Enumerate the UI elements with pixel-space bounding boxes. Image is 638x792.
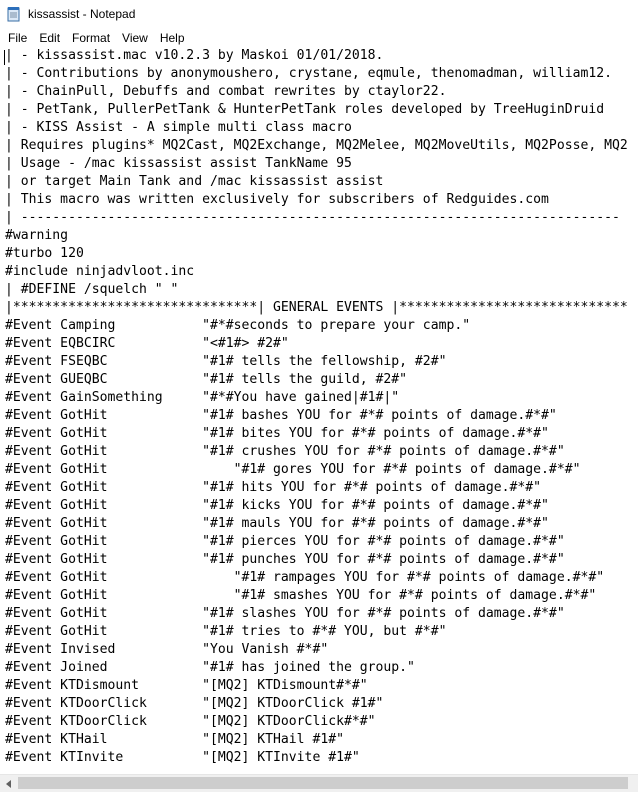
text-line: #Event GotHit "#1# bashes YOU for #*# points of damage.#*#" bbox=[5, 408, 557, 423]
text-line: #Event GotHit "#1# rampages YOU for #*# points of damage.#*#" bbox=[5, 570, 605, 585]
scroll-thumb[interactable] bbox=[18, 777, 628, 789]
text-line: | - kissassist.mac v10.2.3 by Maskoi 01/01/2018. bbox=[5, 48, 384, 63]
text-line: #warning bbox=[5, 228, 69, 243]
text-line: #include ninjadvloot.inc bbox=[5, 264, 195, 279]
text-line: |*******************************| GENERAL EVENTS |***************************** bbox=[5, 300, 628, 315]
title-bar bbox=[0, 0, 638, 28]
window-title: kissassist - Notepad bbox=[28, 7, 136, 21]
text-line: #Event GotHit "#1# pierces YOU for #*# points of damage.#*#" bbox=[5, 534, 565, 549]
text-line: | - Contributions by anonymoushero, crystane, eqmule, thenomadman, william12. bbox=[5, 66, 612, 81]
menu-file[interactable]: File bbox=[8, 30, 28, 45]
text-caret bbox=[4, 50, 5, 65]
text-line: #Event KTHail "[MQ2] KTHail #1#" bbox=[5, 732, 344, 747]
text-editor[interactable] bbox=[0, 47, 638, 774]
text-line: #Event GotHit "#1# hits YOU for #*# points of damage.#*#" bbox=[5, 480, 542, 495]
text-line: #Event KTDoorClick "[MQ2] KTDoorClick #1#" bbox=[5, 696, 384, 711]
text-line: | Requires plugins* MQ2Cast, MQ2Exchange, MQ2Melee, MQ2MoveUtils, MQ2Posse, MQ2 bbox=[5, 138, 628, 153]
text-line: #Event Joined "#1# has joined the group." bbox=[5, 660, 415, 675]
scroll-left-arrow-icon[interactable] bbox=[0, 775, 17, 792]
text-line: | or target Main Tank and /mac kissassist assist bbox=[5, 174, 384, 189]
menu-bar bbox=[0, 28, 638, 47]
text-line: | - KISS Assist - A simple multi class macro bbox=[5, 120, 352, 135]
menu-format[interactable]: Format bbox=[72, 30, 111, 45]
text-line: #Event Invised "You Vanish #*#" bbox=[5, 642, 329, 657]
text-line: #Event GotHit "#1# mauls YOU for #*# points of damage.#*#" bbox=[5, 516, 549, 531]
text-line: #turbo 120 bbox=[5, 246, 84, 261]
text-line: #Event GotHit "#1# crushes YOU for #*# points of damage.#*#" bbox=[5, 444, 565, 459]
menu-view[interactable]: View bbox=[122, 30, 148, 45]
text-line: #Event GainSomething "#*#You have gained|#1#|" bbox=[5, 390, 400, 405]
text-line: #Event GotHit "#1# bites YOU for #*# points of damage.#*#" bbox=[5, 426, 549, 441]
editor-lines bbox=[5, 47, 628, 767]
text-line: | This macro was written exclusively for subscribers of Redguides.com bbox=[5, 192, 549, 207]
text-line: #Event KTInvite "[MQ2] KTInvite #1#" bbox=[5, 750, 360, 765]
text-line: #Event KTDoorClick "[MQ2] KTDoorClick#*#" bbox=[5, 714, 376, 729]
text-line: #Event KTDismount "[MQ2] KTDismount#*#" bbox=[5, 678, 368, 693]
horizontal-scrollbar[interactable] bbox=[0, 774, 638, 792]
text-line: #Event GotHit "#1# punches YOU for #*# points of damage.#*#" bbox=[5, 552, 565, 567]
text-line: | - ChainPull, Debuffs and combat rewrites by ctaylor22. bbox=[5, 84, 447, 99]
text-line: #Event GotHit "#1# slashes YOU for #*# points of damage.#*#" bbox=[5, 606, 565, 621]
text-line: #Event GotHit "#1# tries to #*# YOU, but #*#" bbox=[5, 624, 447, 639]
text-line: | #DEFINE /squelch " " bbox=[5, 282, 179, 297]
text-line: #Event FSEQBC "#1# tells the fellowship, #2#" bbox=[5, 354, 447, 369]
text-line: #Event Camping "#*#seconds to prepare your camp." bbox=[5, 318, 471, 333]
text-line: #Event GotHit "#1# kicks YOU for #*# points of damage.#*#" bbox=[5, 498, 549, 513]
text-line: #Event GotHit "#1# gores YOU for #*# points of damage.#*#" bbox=[5, 462, 581, 477]
notepad-icon bbox=[6, 6, 22, 22]
text-line: | ---------------------------------------------------------------------------- bbox=[5, 210, 620, 225]
menu-help[interactable]: Help bbox=[159, 30, 185, 45]
text-line: | Usage - /mac kissassist assist TankName 95 bbox=[5, 156, 352, 171]
menu-edit[interactable]: Edit bbox=[39, 30, 61, 45]
text-line: #Event EQBCIRC "<#1#> #2#" bbox=[5, 336, 289, 351]
text-line: #Event GotHit "#1# smashes YOU for #*# points of damage.#*#" bbox=[5, 588, 597, 603]
text-line: | - PetTank, PullerPetTank & HunterPetTank roles developed by TreeHuginDruid bbox=[5, 102, 605, 117]
text-line: #Event GUEQBC "#1# tells the guild, #2#" bbox=[5, 372, 408, 387]
